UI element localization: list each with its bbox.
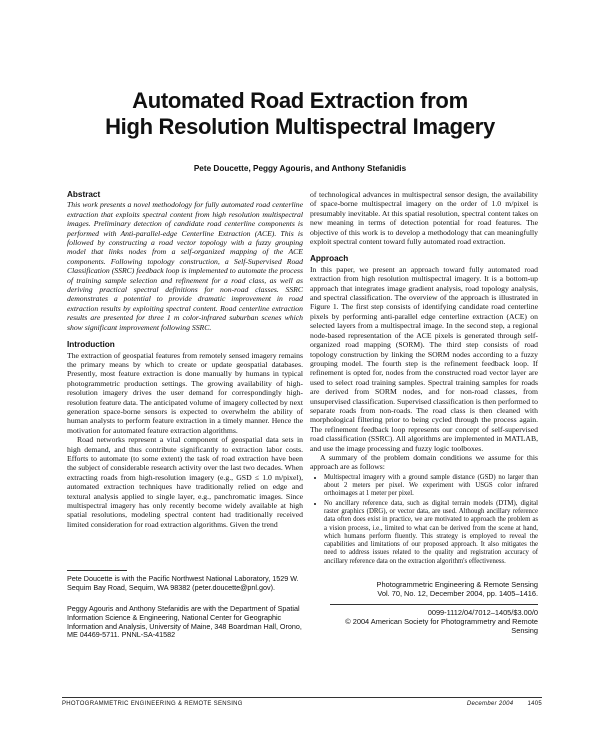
footer-right	[453, 701, 542, 707]
approach-heading: Approach	[310, 254, 349, 264]
footer-journal-name: PHOTOGRAMMETRIC ENGINEERING & REMOTE SENSING	[62, 701, 243, 707]
issn-code: 0099-1112/04/7012–1405/$3.00/0	[427, 608, 538, 617]
abstract-heading: Abstract	[67, 190, 101, 199]
introduction-heading: Introduction	[67, 340, 115, 350]
publication-divider	[330, 604, 538, 605]
title-line-1: Automated Road Extraction from	[132, 88, 468, 113]
abstract-text: This work presents a novel methodology for fully automated road centerline extraction that exploits spectral content from high resolution multispectral images. Preliminary detection of candidate road centerline components is performed with Anti-parallel-edge Centerline Extraction (ACE). This is followed by constructing a road vector topology with a fuzzy grouping model that links nodes from a self-organized mapping of the ACE components. Following topology construction, a Self-Supervised Road Classification (SSRC) feedback loop is implemented to automate the process of training sample selection and refinement for a road class, as well as deriving practical spectral definitions for non-road classes. SSRC demonstrates a potential to provide dramatic improvement in road extraction results by exploiting spectral content. Road centerline extraction results are presented for three 1 m color-infrared suburban scenes which show significant improvement following SSRC.	[67, 200, 303, 332]
author-list: Pete Doucette, Peggy Agouris, and Anthony Stefanidis	[193, 164, 407, 173]
assumption-item: • Multispectral imagery with a ground sample distance (GSD) no larger than about 2 meters per pixel. We experiment with USGS color infrared orthoimages at 1 meter per pixel.	[324, 474, 538, 499]
page-number: 1405	[527, 701, 542, 707]
approach-paragraph-2: A summary of the problem domain conditions we assume for this approach are as follows:	[310, 452, 538, 472]
introduction-continued: of technological advances in multispectral sensor design, the availability of space-borne multispectral imagery on the order of 1.0 m/pixel is presumably inevitable. At this spatial resolution, spectral content takes on new meaning in terms of detection potential for road features. The objective of this work is to develop a methodology that can meaningfully exploit spectral content toward fully automated road extraction.	[310, 190, 538, 247]
footnote-affiliation-1: Pete Doucette is with the Pacific Northwest National Laboratory, 1529 W. Sequim Bay Road, Sequim, WA 98382 (peter.doucette@pnl.gov).	[67, 574, 299, 592]
title-line-2: High Resolution Multispectral Imagery	[105, 114, 495, 139]
right-column	[310, 190, 538, 567]
introduction-paragraph-1: The extraction of geospatial features from remotely sensed imagery remains the primary means by which to create or update geospatial databases. Presently, most feature extraction is done manually by humans in typical photogrammetric production settings. The growing availability of high-resolution imagery drives the user demand for correspondingly high-resolution feature data. The anticipated volume of imagery collected by next generation space-borne sensors is expected to overwhelm the ability of human analysts to perform feature extraction in a timely manner. Hence the motivation for automated feature extraction algorithms.	[67, 350, 303, 435]
assumption-list	[310, 474, 538, 566]
footer-divider	[62, 697, 542, 698]
footnote-affiliation-2: Peggy Agouris and Anthony Stefanidis are with the Department of Spatial Information Science & Engineering, National Center for Geographic Information and Analysis, University of Maine, 348 Boardman Hall, Orono, ME 04469-5711. PNNL-SA-41582	[67, 604, 302, 640]
copyright-info	[330, 608, 538, 635]
approach-paragraph-1: In this paper, we present an approach toward fully automated road extraction from high resolution multispectral imagery. It is a bottom-up approach that integrates image gradient analysis, road topology analysis, and spectral classification. The overview of the approach is illustrated in Figure 1. The first step consists of identifying candidate road centerline pixels by performing anti-parallel edge centerline extraction (ACE) on selected layers from a multispectral image. In the second step, a regional node-based representation of the ACE pixels is generated through self-organized road mapping (SORM). The third step consists of road topology construction by linking the SORM nodes according to a fuzzy grouping model. The fourth step is the refinement feedback loop. If refinement is opted for, nodes from the constructed road vector layer are used to select road training samples. Spectral training samples for roads are derived from SORM nodes, and for non-road classes, from unsupervised classification. Supervised classification is then performed to separate roads from non-roads. The road class is then cleaned with morphological filtering prior to being cycled through the process again. The refinement feedback loop represents our concept of self-supervised road classification (SSRC). All algorithms are implemented in MATLAB, and use the image processing and fuzzy logic toolboxes.	[310, 264, 538, 453]
copyright-notice: © 2004 American Society for Photogrammetry and Remote Sensing	[345, 617, 538, 635]
introduction-paragraph-2: Road networks represent a vital component of geospatial data sets in high demand, and thus contribute significantly to extraction labor costs. Efforts to automate (to some extent) the task of road extraction have been the subject of considerable research activity over the last two decades. When extracting roads from high-resolution imagery (e.g., GSD ≤ 1.0 m/pixel), automated extraction techniques have traditionally relied on edge and textural analysis applied to single layer, e.g., panchromatic images. Since multispectral imagery has only recently become widely available at high spatial resolutions, modeling spectral content had traditionally received limited consideration for road extraction algorithms. Given the trend	[67, 435, 303, 529]
volume-info: Vol. 70, No. 12, December 2004, pp. 1405–1416.	[377, 589, 538, 598]
footnote-divider	[67, 570, 127, 571]
assumption-item: • No ancillary reference data, such as digital terrain models (DTM), digital raster graphics (DRG), or vector data, are used. Although ancillary reference data often does exist in practice, we are motivated to approach the problem as a vision process, i.e., limited to what can be derived from the scene at hand, which humans perform fluently. This strategy is employed to reveal the capabilities and limitations of our proposed approach. It also mitigates the need to address issues related to the quality and registration accuracy of ancillary reference data on the extraction algorithm's effectiveness.	[324, 500, 538, 566]
publication-info	[330, 580, 538, 598]
paper-title	[0, 88, 600, 140]
footer-date: December 2004	[466, 701, 514, 707]
journal-name: Photogrammetric Engineering & Remote Sensing	[376, 580, 538, 589]
left-column	[67, 190, 303, 529]
